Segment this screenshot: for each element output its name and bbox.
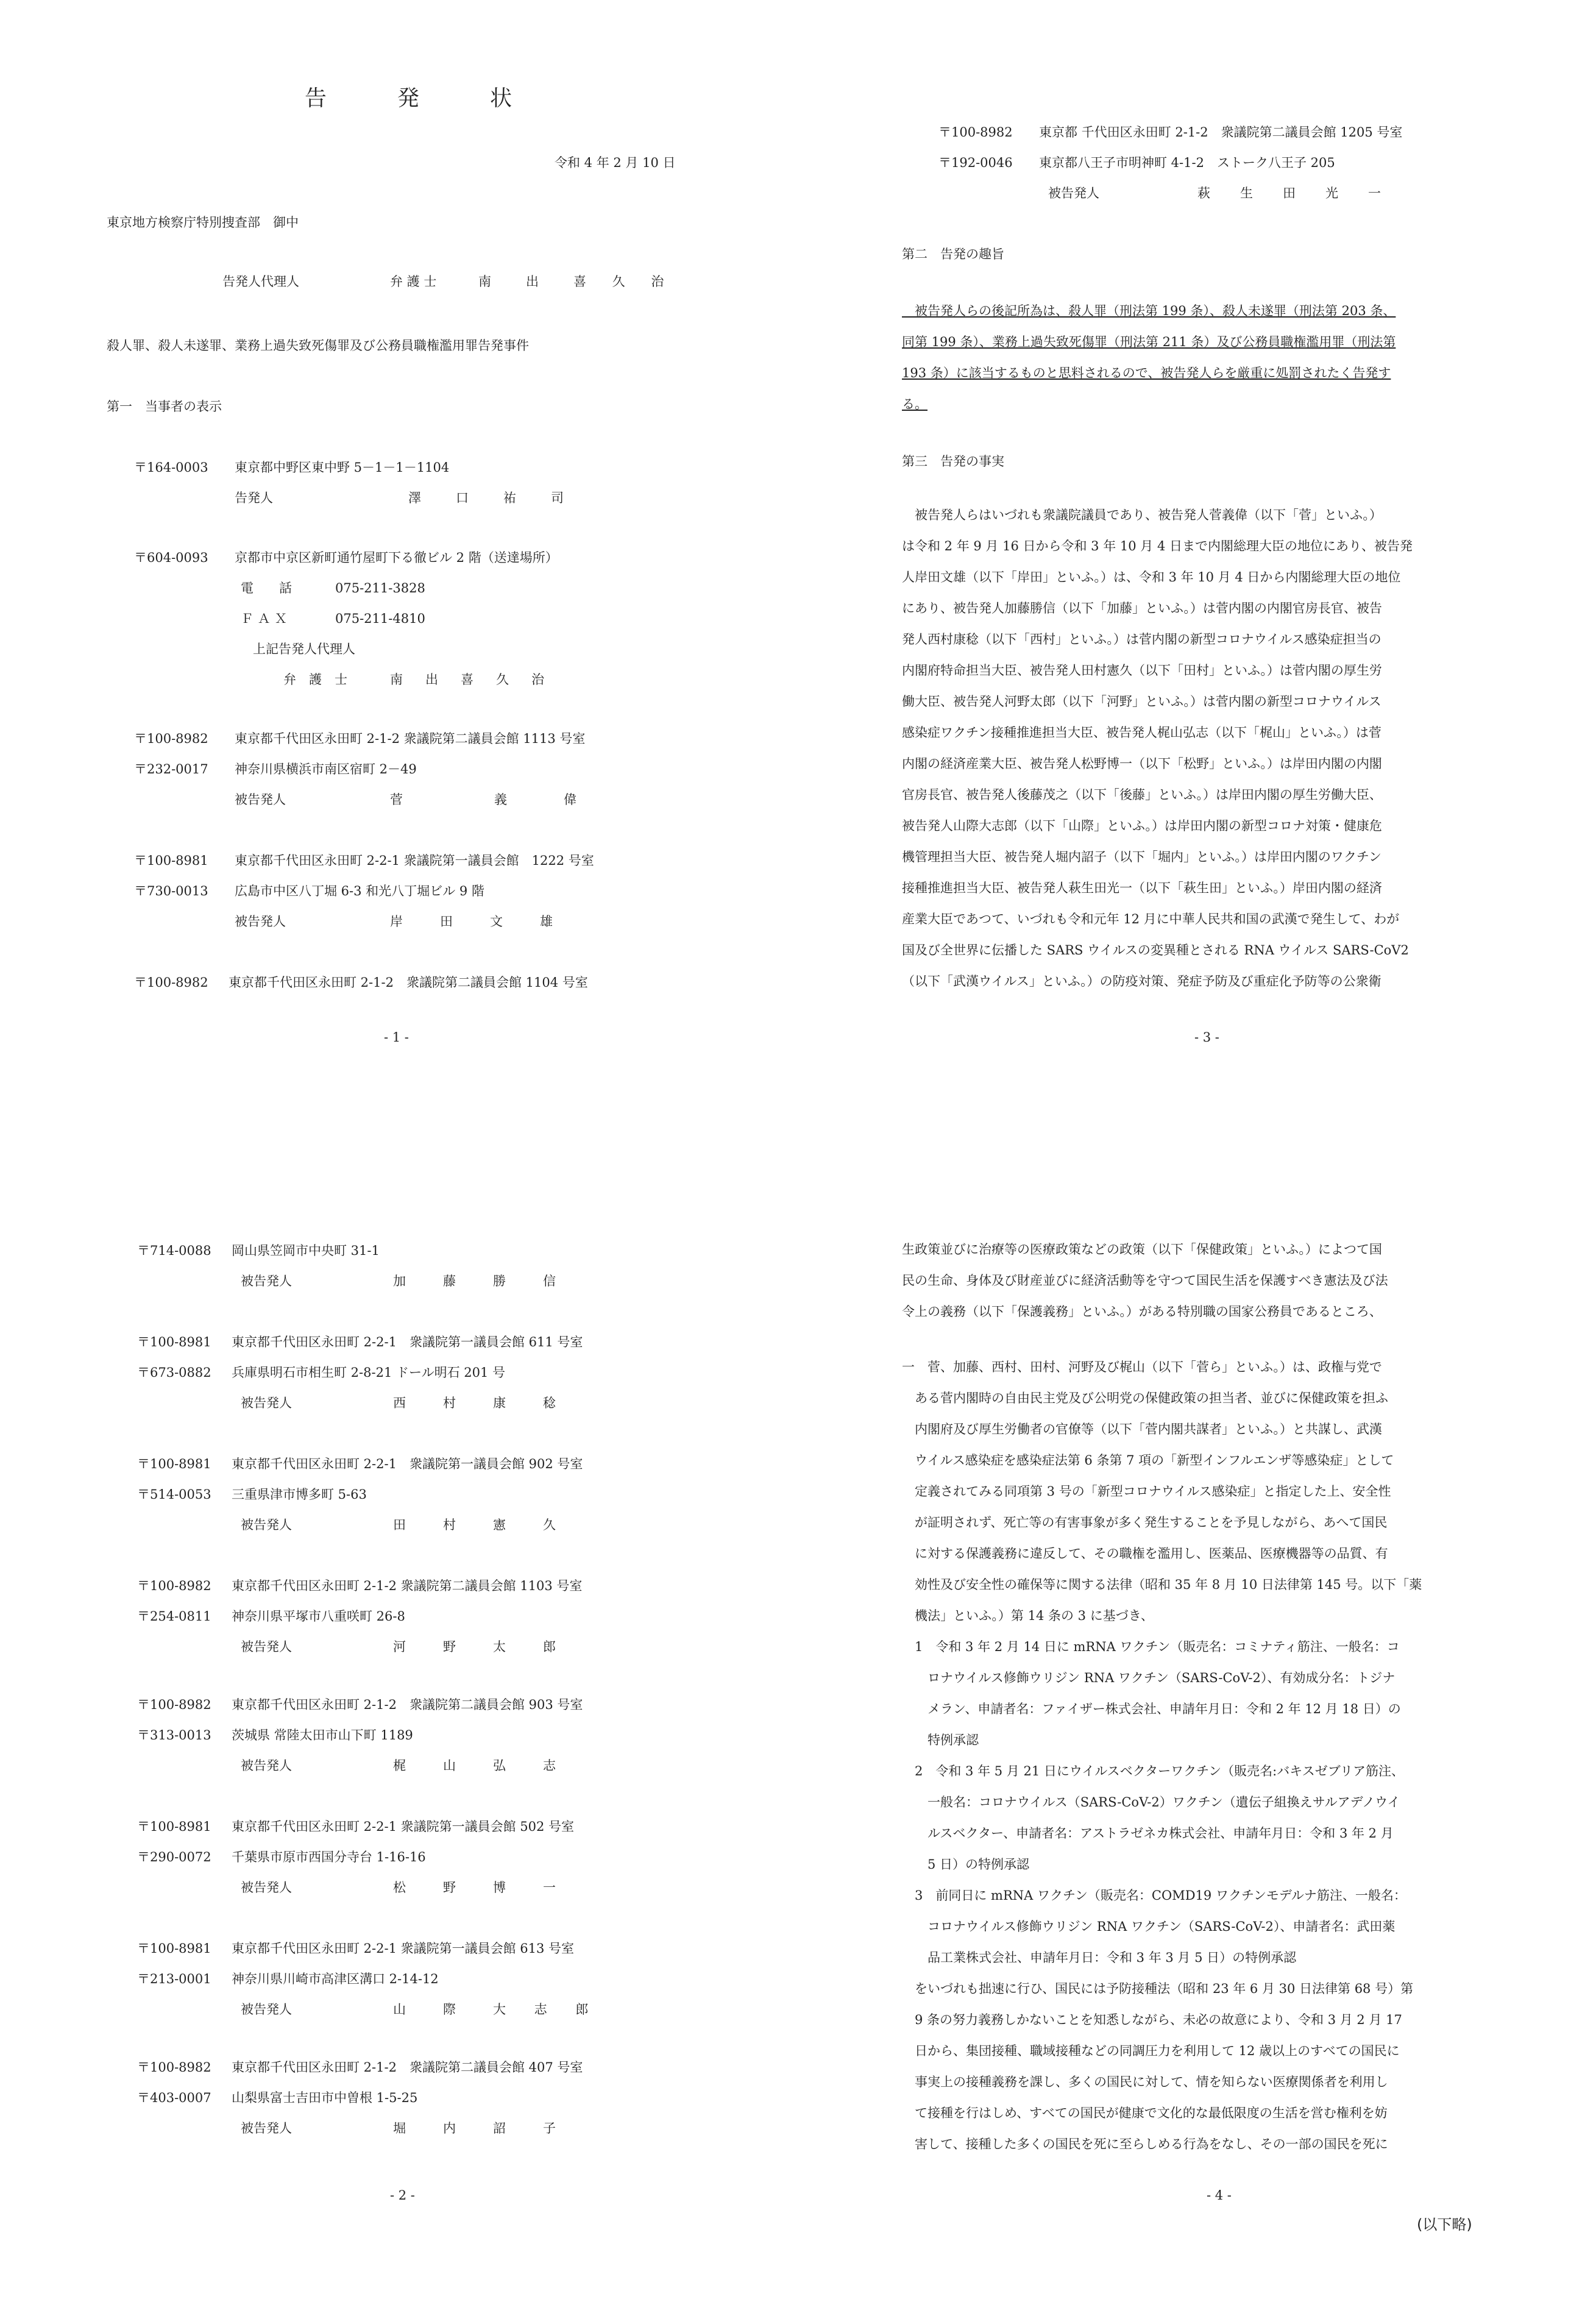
agent-label: 告発人代理人: [222, 274, 299, 289]
item-line: 9 条の努力義務しかないことを知悉しながら、未必の故意により、令和 3 月 2 月 17: [902, 2012, 1402, 2027]
page-number: - 1 -: [384, 1030, 409, 1045]
party-label: 被告発人: [241, 2121, 292, 2136]
postal-code: 〒403-0007: [137, 2090, 211, 2105]
address: 東京都千代田区永田町 2-1-2 衆議院第二議員会館 407 号室: [232, 2060, 583, 2075]
party-label: 被告発人: [241, 1639, 292, 1654]
facts-line: 国及び全世界に伝播した SARS ウイルスの変異種とされる RNA ウイルス SARS-CoV2: [902, 943, 1409, 957]
document-page-4: [902, 1219, 1596, 2316]
address: 東京都千代田区永田町 2-1-2 衆議院第二議員会館 1103 号室: [232, 1579, 583, 1593]
document-title: 告 発 状: [305, 86, 537, 111]
sub-item-line: 2 令和 3 年 5 月 21 日にウイルスベクターワクチン（販売名:バキスゼブリア筋注、: [902, 1764, 1404, 1778]
facts-line: 接種推進担当大臣、被告発人萩生田光一（以下「萩生田」といふ。）岸田内閣の経済: [902, 881, 1382, 895]
item-line: 内閣府及び厚生労働者の官僚等（以下「菅内閣共謀者」といふ。）と共謀し、武漢: [902, 1422, 1382, 1437]
defendant-name: 山 際 大 志 郎: [393, 2002, 601, 2017]
facts-line: 人岸田文雄（以下「岸田」といふ。）は、令和 3 年 10 月 4 日から内閣総理大臣の地位: [902, 570, 1401, 584]
address: 兵庫県明石市相生町 2-8-21 ドール明石 201 号: [232, 1365, 505, 1380]
address: 東京都千代田区永田町 2-1-2 衆議院第二議員会館 1104 号室: [229, 975, 588, 990]
address: 山梨県富士吉田市中曽根 1-5-25: [232, 2090, 418, 2105]
facts-line: 働大臣、被告発人河野太郎（以下「河野」といふ。）は菅内閣の新型コロナウイルス: [902, 694, 1381, 709]
facts-line: （以下「武漢ウイルス」といふ。）の防疫対策、発症予防及び重症化予防等の公衆衛: [902, 974, 1381, 989]
item-line: をいづれも拙速に行ひ、国民には予防接種法（昭和 23 年 6 月 30 日法律第 68 号）第: [902, 1981, 1414, 1996]
item-line: に対する保護義務に違反して、その職権を濫用し、医薬品、医療機器等の品質、有: [902, 1546, 1388, 1561]
document-date: 令和 4 年 2 月 10 日: [555, 155, 676, 170]
address: 東京都千代田区永田町 2-2-1 衆議院第一議員会館 502 号室: [232, 1819, 575, 1834]
facts-line: にあり、被告発人加藤勝信（以下「加藤」といふ。）は菅内閣の内閣官房長官、被告: [902, 601, 1382, 616]
postal-code: 〒313-0013: [137, 1728, 211, 1742]
postal-code: 〒164-0003: [134, 460, 208, 475]
item-line: 事実上の接種義務を課し、多くの国民に対して、情を知らない医療関係者を利用し: [902, 2075, 1388, 2089]
address: 東京都千代田区永田町 2-2-1 衆議院第一議員会館 902 号室: [232, 1457, 583, 1471]
address: 千葉県市原市西国分寺台 1-16-16: [232, 1850, 426, 1864]
sub-item-line: 品工業株式会社、申請年月日：令和 3 年 3 月 5 日）の特例承認: [902, 1950, 1297, 1965]
sub-item-line: 一般名：コロナウイルス（SARS-CoV-2）ワクチン（遺伝子組換えサルアデノウイ: [902, 1795, 1400, 1810]
item-line: が証明されず、死亡等の有害事象が多く発生することを予見しながら、あへて国民: [902, 1515, 1388, 1530]
party-label: 被告発人: [241, 1396, 292, 1410]
defendant-name: 松 野 博 一: [393, 1880, 568, 1895]
party-label: 告発人: [235, 491, 273, 505]
omitted-note: (以下略): [1417, 2216, 1472, 2233]
section-heading-purpose: 第二 告発の趣旨: [902, 247, 1004, 261]
facts-line: 官房長官、被告発人後藤茂之（以下「後藤」といふ。）は岸田内閣の厚生労働大臣、: [902, 787, 1382, 802]
agent-title: 弁 護 士: [390, 274, 437, 289]
defendant-name: 梶 山 弘 志: [393, 1758, 568, 1773]
item-line: 害して、接種した多くの国民を死に至らしめる行為をなし、その一部の国民を死に: [902, 2137, 1388, 2151]
sub-item-line: コロナウイルス修飾ウリジン RNA ワクチン（SARS-CoV-2）、申請者名：武田薬: [902, 1919, 1396, 1934]
purpose-line: 同第 199 条）、業務上過失致死傷罪（刑法第 211 条）及び公務員職権濫用罪（刑法第: [902, 335, 1396, 349]
address: 茨城県 常陸太田市山下町 1189: [232, 1728, 413, 1742]
defendant-name: 堀 内 詔 子: [393, 2121, 568, 2136]
item-line: て接種を行はしめ、すべての国民が健康で文化的な最低限度の生活を営む権利を妨: [902, 2106, 1388, 2120]
item-line: ある菅内閣時の自由民主党及び公明党の保健政策の担当者、並びに保健政策を担ふ: [902, 1391, 1388, 1405]
party-label: 被告発人: [241, 1880, 292, 1895]
postal-code: 〒100-8981: [134, 853, 208, 868]
agent-name: 南 出 喜 久 治: [390, 672, 549, 687]
address: 神奈川県横浜市南区宿町 2－49: [235, 762, 417, 776]
item-line: 一 菅、加藤、西村、田村、河野及び梶山（以下「菅ら」といふ。）は、政権与党で: [902, 1360, 1382, 1374]
postal-code: 〒100-8982: [134, 975, 208, 990]
address: 神奈川県平塚市八重咲町 26-8: [232, 1609, 405, 1624]
defendant-name: 河 野 太 郎: [393, 1639, 568, 1654]
facts-line: 内閣の経済産業大臣、被告発人松野博一（以下「松野」といふ。）は岸田内閣の内閣: [902, 756, 1382, 771]
address: 東京都千代田区永田町 2-1-2 衆議院第二議員会館 1113 号室: [235, 731, 586, 746]
address: 東京都千代田区永田町 2-2-1 衆議院第一議員会館 1222 号室: [235, 853, 594, 868]
tel-number: 075-211-3828: [335, 581, 425, 595]
postal-code: 〒213-0001: [137, 1972, 211, 1986]
postal-code: 〒232-0017: [134, 762, 208, 776]
party-label: 被告発人: [235, 914, 286, 929]
facts-line: 発人西村康稔（以下「西村」といふ。）は菅内閣の新型コロナウイルス感染症担当の: [902, 632, 1381, 647]
item-line: 日から、集団接種、職域接種などの同調圧力を利用して 12 歳以上のすべての国民に: [902, 2044, 1400, 2058]
sub-item-line: ロナウイルス修飾ウリジン RNA ワクチン（SARS-CoV-2）、有効成分名：トジナ: [902, 1671, 1396, 1685]
address: 東京都八王子市明神町 4-1-2 ストーク八王子 205: [1039, 155, 1335, 170]
tel-label: 電 話: [241, 581, 292, 595]
postal-code: 〒604-0093: [134, 550, 208, 565]
fax-label: Ｆ Ａ Ｘ: [241, 611, 288, 626]
address: 東京都千代田区永田町 2-1-2 衆議院第二議員会館 903 号室: [232, 1697, 583, 1712]
page-number: - 3 -: [1194, 1030, 1219, 1045]
sub-item-line: 3 前同日に mRNA ワクチン（販売名：COMD19 ワクチンモデルナ筋注、一般名：: [902, 1888, 1406, 1903]
item-line: 機法」といふ。）第 14 条の 3 に基づき、: [902, 1608, 1154, 1623]
agent-caption: 上記告発人代理人: [253, 642, 355, 656]
item-line: 効性及び安全性の確保等に関する法律（昭和 35 年 8 月 10 日法律第 145 号。以下「薬: [902, 1577, 1422, 1592]
address: 東京都中野区東中野 5－1－1－1104: [235, 460, 450, 475]
agent-title: 弁 護 士: [283, 672, 347, 687]
document-page-1: [91, 61, 853, 1158]
postal-code: 〒100-8982: [137, 2060, 211, 2075]
address: 東京都千代田区永田町 2-2-1 衆議院第一議員会館 613 号室: [232, 1941, 575, 1956]
document-page-2: [91, 1219, 853, 2316]
facts-line: 内閣府特命担当大臣、被告発人田村憲久（以下「田村」といふ。）は菅内閣の厚生労: [902, 663, 1382, 678]
defendant-name: 岸 田 文 雄: [390, 914, 565, 929]
address: 東京都 千代田区永田町 2-1-2 衆議院第二議員会館 1205 号室: [1039, 125, 1403, 140]
party-label: 被告発人: [241, 1274, 292, 1288]
defendant-name: 田 村 憲 久: [393, 1518, 568, 1532]
postal-code: 〒254-0811: [137, 1609, 211, 1624]
sub-item-line: 5 日）の特例承認: [902, 1857, 1030, 1872]
defendant-name: 加 藤 勝 信: [393, 1274, 568, 1288]
agent-name: 南 出 喜 久 治: [478, 274, 675, 289]
postal-code: 〒100-8982: [137, 1579, 211, 1593]
purpose-line: 193 条）に該当するものと思料されるので、被告発人らを厳重に処罰されたく告発す: [902, 366, 1391, 380]
facts-line: は令和 2 年 9 月 16 日から令和 3 年 10 月 4 日まで内閣総理大臣の地位にあり、被告発: [902, 539, 1413, 553]
postal-code: 〒100-8981: [137, 1335, 211, 1349]
sub-item-line: 1 令和 3 年 2 月 14 日に mRNA ワクチン（販売名：コミナティ筋注、一般名：コ: [902, 1639, 1400, 1654]
defendant-name: 菅 義 偉: [390, 792, 598, 807]
section-heading-parties: 第一 当事者の表示: [107, 399, 222, 414]
postal-code: 〒100-8982: [137, 1697, 211, 1712]
fax-number: 075-211-4810: [335, 611, 425, 626]
facts-line: 機管理担当大臣、被告発人堀内詔子（以下「堀内」といふ。）は岸田内閣のワクチン: [902, 850, 1381, 864]
complainant-name: 澤 口 祐 司: [408, 491, 575, 505]
defendant-name: 萩 生 田 光 一: [1197, 186, 1389, 201]
postal-code: 〒714-0088: [137, 1243, 211, 1258]
page-number: - 4 -: [1207, 2188, 1232, 2203]
postal-code: 〒100-8982: [134, 731, 208, 746]
postal-code: 〒290-0072: [137, 1850, 211, 1864]
address: 京都市中京区新町通竹屋町下る徹ビル 2 階（送達場所）: [235, 550, 558, 565]
postal-code: 〒100-8982: [938, 125, 1013, 140]
defendant-name: 西 村 康 稔: [393, 1396, 568, 1410]
facts-line: 令上の義務（以下「保護義務」といふ。）がある特別職の国家公務員であるところ、: [902, 1304, 1382, 1319]
postal-code: 〒514-0053: [137, 1487, 211, 1502]
postal-code: 〒100-8981: [137, 1941, 211, 1956]
sub-item-line: 特例承認: [902, 1733, 979, 1747]
party-label: 被告発人: [1048, 186, 1099, 201]
address: 神奈川県川崎市高津区溝口 2-14-12: [232, 1972, 439, 1986]
purpose-line: る。: [902, 397, 927, 411]
postal-code: 〒100-8981: [137, 1819, 211, 1834]
section-heading-facts: 第三 告発の事実: [902, 454, 1004, 469]
facts-line: 民の生命、身体及び財産並びに経済活動等を守つて国民生活を保護すべき憲法及び法: [902, 1273, 1388, 1288]
postal-code: 〒673-0882: [137, 1365, 211, 1380]
postal-code: 〒730-0013: [134, 884, 208, 898]
party-label: 被告発人: [241, 1518, 292, 1532]
facts-line: 被告発人山際大志郎（以下「山際」といふ。）は岸田内閣の新型コロナ対策・健康危: [902, 819, 1382, 833]
sub-item-line: ルスベクター、申請者名：アストラゼネカ株式会社、申請年月日：令和 3 年 2 月: [902, 1826, 1394, 1841]
page-number: - 2 -: [390, 2188, 415, 2203]
party-label: 被告発人: [235, 792, 286, 807]
party-label: 被告発人: [241, 2002, 292, 2017]
item-line: ウイルス感染症を感染症法第 6 条第 7 項の「新型インフルエンザ等感染症」として: [902, 1453, 1394, 1468]
facts-line: 生政策並びに治療等の医療政策などの政策（以下「保健政策」といふ。）によつて国: [902, 1242, 1382, 1257]
postal-code: 〒192-0046: [938, 155, 1013, 170]
address: 三重県津市博多町 5-63: [232, 1487, 367, 1502]
purpose-line: 被告発人らの後記所為は、殺人罪（刑法第 199 条）、殺人未遂罪（刑法第 203 条、: [902, 304, 1396, 318]
item-line: 定義されてみる同項第 3 号の「新型コロナウイルス感染症」と指定した上、安全性: [902, 1484, 1391, 1499]
address: 広島市中区八丁堀 6-3 和光八丁堀ビル 9 階: [235, 884, 484, 898]
postal-code: 〒100-8981: [137, 1457, 211, 1471]
facts-line: 被告発人らはいづれも衆議院議員であり、被告発人菅義偉（以下「菅」といふ。）: [902, 508, 1382, 522]
facts-line: 産業大臣であつて、いづれも令和元年 12 月に中華人民共和国の武漢で発生して、わが: [902, 912, 1400, 926]
facts-line: 感染症ワクチン接種推進担当大臣、被告発人梶山弘志（以下「梶山」といふ。）は菅: [902, 725, 1381, 740]
document-page-3: [902, 61, 1596, 1158]
address: 岡山県笠岡市中央町 31-1: [232, 1243, 380, 1258]
case-title: 殺人罪、殺人未遂罪、業務上過失致死傷罪及び公務員職権濫用罪告発事件: [107, 338, 529, 353]
address: 東京都千代田区永田町 2-2-1 衆議院第一議員会館 611 号室: [232, 1335, 583, 1349]
party-label: 被告発人: [241, 1758, 292, 1773]
sub-item-line: メラン、申請者名：ファイザー株式会社、申請年月日：令和 2 年 12 月 18 日）の: [902, 1702, 1401, 1716]
addressee: 東京地方検察庁特別捜査部 御中: [107, 215, 299, 230]
